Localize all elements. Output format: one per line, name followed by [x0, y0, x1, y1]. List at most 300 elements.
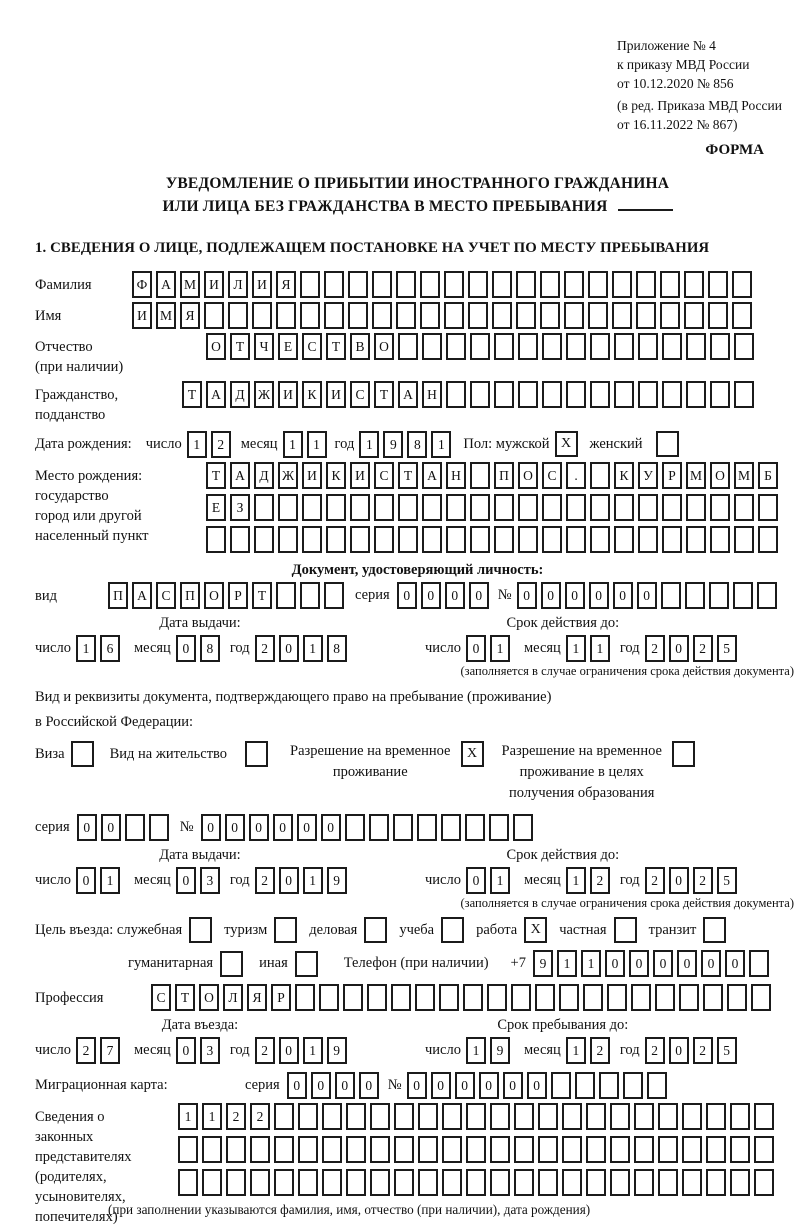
char-cell[interactable]: [415, 984, 435, 1011]
char-cell[interactable]: 1: [303, 867, 323, 894]
char-cell[interactable]: [730, 1136, 750, 1163]
char-cell[interactable]: 0: [445, 582, 465, 609]
char-cell[interactable]: [394, 1103, 414, 1130]
char-cell[interactable]: 8: [327, 635, 347, 662]
char-cell[interactable]: 2: [76, 1037, 96, 1064]
char-cell[interactable]: 7: [100, 1037, 120, 1064]
char-cell[interactable]: [732, 271, 752, 298]
char-cell[interactable]: Т: [326, 333, 346, 360]
char-cell[interactable]: [754, 1103, 774, 1130]
char-cell[interactable]: [516, 302, 536, 329]
char-cell[interactable]: И: [278, 381, 298, 408]
char-cell[interactable]: [490, 1103, 510, 1130]
char-cell[interactable]: [391, 984, 411, 1011]
char-cell[interactable]: 2: [693, 1037, 713, 1064]
char-cell[interactable]: 0: [605, 950, 625, 977]
char-cell[interactable]: [751, 984, 771, 1011]
char-cell[interactable]: С: [374, 462, 394, 489]
char-cell[interactable]: К: [326, 462, 346, 489]
char-cell[interactable]: [535, 984, 555, 1011]
char-cell[interactable]: [686, 333, 706, 360]
char-cell[interactable]: [345, 814, 365, 841]
char-cell[interactable]: 1: [303, 1037, 323, 1064]
char-cell[interactable]: В: [350, 333, 370, 360]
residence-permit-checkbox[interactable]: [245, 741, 268, 767]
char-cell[interactable]: [230, 526, 250, 553]
char-cell[interactable]: 9: [490, 1037, 510, 1064]
char-cell[interactable]: [420, 271, 440, 298]
char-cell[interactable]: И: [204, 271, 224, 298]
char-cell[interactable]: [300, 271, 320, 298]
char-cell[interactable]: 0: [701, 950, 721, 977]
char-cell[interactable]: [226, 1169, 246, 1196]
char-cell[interactable]: 9: [383, 431, 403, 458]
temp-residence-edu-checkbox[interactable]: [672, 741, 695, 767]
char-cell[interactable]: 2: [693, 867, 713, 894]
char-cell[interactable]: [564, 271, 584, 298]
char-cell[interactable]: 1: [557, 950, 577, 977]
char-cell[interactable]: 2: [255, 1037, 275, 1064]
char-cell[interactable]: 2: [693, 635, 713, 662]
char-cell[interactable]: 0: [176, 1037, 196, 1064]
char-cell[interactable]: И: [302, 462, 322, 489]
char-cell[interactable]: О: [374, 333, 394, 360]
char-cell[interactable]: [322, 1169, 342, 1196]
char-cell[interactable]: 1: [100, 867, 120, 894]
char-cell[interactable]: [278, 526, 298, 553]
char-cell[interactable]: [636, 302, 656, 329]
char-cell[interactable]: 2: [255, 867, 275, 894]
char-cell[interactable]: 0: [421, 582, 441, 609]
char-cell[interactable]: [710, 494, 730, 521]
char-cell[interactable]: [655, 984, 675, 1011]
char-cell[interactable]: [250, 1169, 270, 1196]
char-cell[interactable]: [658, 1136, 678, 1163]
char-cell[interactable]: [590, 381, 610, 408]
char-cell[interactable]: Р: [271, 984, 291, 1011]
char-cell[interactable]: 0: [335, 1072, 355, 1099]
char-cell[interactable]: 0: [653, 950, 673, 977]
char-cell[interactable]: [394, 1169, 414, 1196]
char-cell[interactable]: 1: [359, 431, 379, 458]
char-cell[interactable]: Б: [758, 462, 778, 489]
char-cell[interactable]: 0: [503, 1072, 523, 1099]
char-cell[interactable]: [367, 984, 387, 1011]
char-cell[interactable]: [682, 1103, 702, 1130]
char-cell[interactable]: [514, 1169, 534, 1196]
char-cell[interactable]: 1: [566, 867, 586, 894]
char-cell[interactable]: [562, 1103, 582, 1130]
char-cell[interactable]: [734, 333, 754, 360]
char-cell[interactable]: [202, 1136, 222, 1163]
char-cell[interactable]: [442, 1103, 462, 1130]
char-cell[interactable]: [708, 271, 728, 298]
char-cell[interactable]: А: [422, 462, 442, 489]
char-cell[interactable]: [470, 333, 490, 360]
char-cell[interactable]: [444, 302, 464, 329]
char-cell[interactable]: 8: [200, 635, 220, 662]
char-cell[interactable]: [566, 333, 586, 360]
char-cell[interactable]: [394, 1136, 414, 1163]
char-cell[interactable]: Р: [228, 582, 248, 609]
char-cell[interactable]: [514, 1136, 534, 1163]
char-cell[interactable]: [566, 494, 586, 521]
char-cell[interactable]: [566, 526, 586, 553]
char-cell[interactable]: [758, 526, 778, 553]
char-cell[interactable]: 1: [76, 635, 96, 662]
sex-male-checkbox[interactable]: X: [555, 431, 578, 457]
char-cell[interactable]: [706, 1169, 726, 1196]
char-cell[interactable]: [551, 1072, 571, 1099]
char-cell[interactable]: 0: [565, 582, 585, 609]
char-cell[interactable]: 0: [321, 814, 341, 841]
char-cell[interactable]: [418, 1169, 438, 1196]
char-cell[interactable]: [730, 1169, 750, 1196]
char-cell[interactable]: [300, 582, 320, 609]
char-cell[interactable]: У: [638, 462, 658, 489]
char-cell[interactable]: Ф: [132, 271, 152, 298]
char-cell[interactable]: 9: [327, 1037, 347, 1064]
char-cell[interactable]: 0: [669, 867, 689, 894]
char-cell[interactable]: О: [518, 462, 538, 489]
char-cell[interactable]: [623, 1072, 643, 1099]
char-cell[interactable]: [703, 984, 723, 1011]
char-cell[interactable]: [372, 271, 392, 298]
char-cell[interactable]: [733, 582, 753, 609]
char-cell[interactable]: [398, 526, 418, 553]
char-cell[interactable]: М: [156, 302, 176, 329]
char-cell[interactable]: [466, 1103, 486, 1130]
char-cell[interactable]: [514, 1103, 534, 1130]
char-cell[interactable]: [590, 494, 610, 521]
char-cell[interactable]: Д: [230, 381, 250, 408]
char-cell[interactable]: 0: [279, 1037, 299, 1064]
char-cell[interactable]: [706, 1136, 726, 1163]
char-cell[interactable]: 2: [590, 1037, 610, 1064]
char-cell[interactable]: О: [710, 462, 730, 489]
char-cell[interactable]: [634, 1169, 654, 1196]
char-cell[interactable]: [638, 526, 658, 553]
char-cell[interactable]: [374, 526, 394, 553]
char-cell[interactable]: [511, 984, 531, 1011]
char-cell[interactable]: 0: [527, 1072, 547, 1099]
char-cell[interactable]: [662, 526, 682, 553]
char-cell[interactable]: [662, 381, 682, 408]
char-cell[interactable]: [204, 302, 224, 329]
char-cell[interactable]: 1: [202, 1103, 222, 1130]
char-cell[interactable]: [540, 302, 560, 329]
char-cell[interactable]: [754, 1169, 774, 1196]
char-cell[interactable]: [274, 1136, 294, 1163]
char-cell[interactable]: [662, 333, 682, 360]
char-cell[interactable]: [470, 462, 490, 489]
char-cell[interactable]: [494, 526, 514, 553]
char-cell[interactable]: 6: [100, 635, 120, 662]
char-cell[interactable]: [538, 1169, 558, 1196]
char-cell[interactable]: [734, 381, 754, 408]
char-cell[interactable]: 2: [590, 867, 610, 894]
char-cell[interactable]: [439, 984, 459, 1011]
temp-residence-checkbox[interactable]: X: [461, 741, 484, 767]
char-cell[interactable]: [634, 1136, 654, 1163]
char-cell[interactable]: [612, 271, 632, 298]
char-cell[interactable]: [758, 494, 778, 521]
char-cell[interactable]: [348, 271, 368, 298]
char-cell[interactable]: [463, 984, 483, 1011]
char-cell[interactable]: [302, 526, 322, 553]
char-cell[interactable]: [586, 1136, 606, 1163]
char-cell[interactable]: [326, 526, 346, 553]
char-cell[interactable]: 1: [490, 867, 510, 894]
char-cell[interactable]: [490, 1136, 510, 1163]
char-cell[interactable]: 0: [101, 814, 121, 841]
char-cell[interactable]: [470, 526, 490, 553]
char-cell[interactable]: [590, 526, 610, 553]
char-cell[interactable]: [710, 333, 730, 360]
char-cell[interactable]: [466, 1169, 486, 1196]
char-cell[interactable]: [393, 814, 413, 841]
char-cell[interactable]: [324, 271, 344, 298]
char-cell[interactable]: [542, 526, 562, 553]
char-cell[interactable]: 0: [176, 635, 196, 662]
char-cell[interactable]: [125, 814, 145, 841]
char-cell[interactable]: Я: [247, 984, 267, 1011]
char-cell[interactable]: Я: [276, 271, 296, 298]
char-cell[interactable]: [682, 1136, 702, 1163]
char-cell[interactable]: [710, 381, 730, 408]
char-cell[interactable]: [679, 984, 699, 1011]
char-cell[interactable]: [346, 1103, 366, 1130]
char-cell[interactable]: [298, 1169, 318, 1196]
char-cell[interactable]: [647, 1072, 667, 1099]
char-cell[interactable]: 0: [479, 1072, 499, 1099]
char-cell[interactable]: 1: [490, 635, 510, 662]
char-cell[interactable]: [757, 582, 777, 609]
char-cell[interactable]: [634, 1103, 654, 1130]
char-cell[interactable]: [540, 271, 560, 298]
char-cell[interactable]: [538, 1136, 558, 1163]
char-cell[interactable]: А: [230, 462, 250, 489]
char-cell[interactable]: [252, 302, 272, 329]
char-cell[interactable]: 2: [226, 1103, 246, 1130]
char-cell[interactable]: 0: [469, 582, 489, 609]
char-cell[interactable]: [343, 984, 363, 1011]
purpose-humanitarian-checkbox[interactable]: [220, 951, 243, 977]
char-cell[interactable]: [149, 814, 169, 841]
char-cell[interactable]: [662, 494, 682, 521]
char-cell[interactable]: 0: [629, 950, 649, 977]
visa-checkbox[interactable]: [71, 741, 94, 767]
char-cell[interactable]: 0: [466, 635, 486, 662]
char-cell[interactable]: П: [108, 582, 128, 609]
char-cell[interactable]: [614, 494, 634, 521]
char-cell[interactable]: [442, 1136, 462, 1163]
char-cell[interactable]: [516, 271, 536, 298]
char-cell[interactable]: [732, 302, 752, 329]
char-cell[interactable]: [466, 1136, 486, 1163]
char-cell[interactable]: Л: [223, 984, 243, 1011]
char-cell[interactable]: [614, 381, 634, 408]
char-cell[interactable]: 1: [303, 635, 323, 662]
char-cell[interactable]: [575, 1072, 595, 1099]
char-cell[interactable]: [226, 1136, 246, 1163]
char-cell[interactable]: 1: [431, 431, 451, 458]
char-cell[interactable]: .: [566, 462, 586, 489]
char-cell[interactable]: 1: [566, 635, 586, 662]
char-cell[interactable]: [295, 984, 315, 1011]
char-cell[interactable]: [610, 1103, 630, 1130]
char-cell[interactable]: [398, 333, 418, 360]
char-cell[interactable]: [492, 302, 512, 329]
char-cell[interactable]: 8: [407, 431, 427, 458]
char-cell[interactable]: [754, 1136, 774, 1163]
char-cell[interactable]: [396, 302, 416, 329]
char-cell[interactable]: Р: [662, 462, 682, 489]
char-cell[interactable]: [370, 1136, 390, 1163]
char-cell[interactable]: [685, 582, 705, 609]
char-cell[interactable]: [494, 333, 514, 360]
char-cell[interactable]: 0: [589, 582, 609, 609]
char-cell[interactable]: 0: [249, 814, 269, 841]
char-cell[interactable]: [228, 302, 248, 329]
char-cell[interactable]: [734, 494, 754, 521]
char-cell[interactable]: [658, 1169, 678, 1196]
char-cell[interactable]: 2: [645, 1037, 665, 1064]
char-cell[interactable]: [370, 1169, 390, 1196]
char-cell[interactable]: [686, 381, 706, 408]
char-cell[interactable]: [660, 271, 680, 298]
char-cell[interactable]: [369, 814, 389, 841]
char-cell[interactable]: [590, 462, 610, 489]
char-cell[interactable]: [276, 302, 296, 329]
char-cell[interactable]: 0: [541, 582, 561, 609]
char-cell[interactable]: [396, 271, 416, 298]
char-cell[interactable]: 2: [250, 1103, 270, 1130]
char-cell[interactable]: С: [151, 984, 171, 1011]
char-cell[interactable]: 5: [717, 635, 737, 662]
char-cell[interactable]: О: [199, 984, 219, 1011]
char-cell[interactable]: 0: [669, 1037, 689, 1064]
char-cell[interactable]: [492, 271, 512, 298]
char-cell[interactable]: [350, 494, 370, 521]
char-cell[interactable]: 1: [466, 1037, 486, 1064]
char-cell[interactable]: [538, 1103, 558, 1130]
char-cell[interactable]: 2: [211, 431, 231, 458]
char-cell[interactable]: 1: [566, 1037, 586, 1064]
char-cell[interactable]: 3: [200, 1037, 220, 1064]
char-cell[interactable]: [686, 526, 706, 553]
char-cell[interactable]: 0: [677, 950, 697, 977]
char-cell[interactable]: 0: [311, 1072, 331, 1099]
purpose-official-checkbox[interactable]: [189, 917, 212, 943]
char-cell[interactable]: А: [156, 271, 176, 298]
char-cell[interactable]: 0: [76, 867, 96, 894]
char-cell[interactable]: 2: [645, 635, 665, 662]
char-cell[interactable]: [638, 381, 658, 408]
purpose-work-checkbox[interactable]: X: [524, 917, 547, 943]
char-cell[interactable]: [727, 984, 747, 1011]
char-cell[interactable]: Д: [254, 462, 274, 489]
char-cell[interactable]: 2: [255, 635, 275, 662]
char-cell[interactable]: [599, 1072, 619, 1099]
char-cell[interactable]: 0: [201, 814, 221, 841]
char-cell[interactable]: [276, 582, 296, 609]
char-cell[interactable]: [513, 814, 533, 841]
char-cell[interactable]: И: [132, 302, 152, 329]
char-cell[interactable]: Е: [278, 333, 298, 360]
char-cell[interactable]: Т: [374, 381, 394, 408]
char-cell[interactable]: Ж: [278, 462, 298, 489]
char-cell[interactable]: 0: [176, 867, 196, 894]
char-cell[interactable]: 0: [517, 582, 537, 609]
char-cell[interactable]: [490, 1169, 510, 1196]
char-cell[interactable]: [446, 494, 466, 521]
char-cell[interactable]: 0: [637, 582, 657, 609]
char-cell[interactable]: [422, 526, 442, 553]
char-cell[interactable]: [518, 381, 538, 408]
char-cell[interactable]: 1: [581, 950, 601, 977]
char-cell[interactable]: [348, 302, 368, 329]
char-cell[interactable]: [518, 494, 538, 521]
char-cell[interactable]: [418, 1136, 438, 1163]
char-cell[interactable]: М: [180, 271, 200, 298]
char-cell[interactable]: [734, 526, 754, 553]
char-cell[interactable]: [254, 494, 274, 521]
char-cell[interactable]: Т: [175, 984, 195, 1011]
char-cell[interactable]: [542, 333, 562, 360]
char-cell[interactable]: [684, 271, 704, 298]
char-cell[interactable]: [542, 494, 562, 521]
char-cell[interactable]: Н: [422, 381, 442, 408]
char-cell[interactable]: [278, 494, 298, 521]
char-cell[interactable]: [564, 302, 584, 329]
char-cell[interactable]: 0: [613, 582, 633, 609]
char-cell[interactable]: [178, 1169, 198, 1196]
char-cell[interactable]: Е: [206, 494, 226, 521]
char-cell[interactable]: 1: [187, 431, 207, 458]
purpose-study-checkbox[interactable]: [441, 917, 464, 943]
char-cell[interactable]: 0: [725, 950, 745, 977]
char-cell[interactable]: [610, 1169, 630, 1196]
char-cell[interactable]: Ж: [254, 381, 274, 408]
char-cell[interactable]: Т: [206, 462, 226, 489]
char-cell[interactable]: 3: [200, 867, 220, 894]
char-cell[interactable]: [468, 271, 488, 298]
char-cell[interactable]: [583, 984, 603, 1011]
char-cell[interactable]: [298, 1136, 318, 1163]
char-cell[interactable]: [586, 1169, 606, 1196]
char-cell[interactable]: [706, 1103, 726, 1130]
char-cell[interactable]: [441, 814, 461, 841]
char-cell[interactable]: 0: [455, 1072, 475, 1099]
char-cell[interactable]: [614, 333, 634, 360]
char-cell[interactable]: 0: [431, 1072, 451, 1099]
char-cell[interactable]: [346, 1169, 366, 1196]
char-cell[interactable]: [658, 1103, 678, 1130]
char-cell[interactable]: [326, 494, 346, 521]
char-cell[interactable]: О: [204, 582, 224, 609]
char-cell[interactable]: С: [302, 333, 322, 360]
char-cell[interactable]: [494, 494, 514, 521]
char-cell[interactable]: 0: [279, 867, 299, 894]
char-cell[interactable]: С: [350, 381, 370, 408]
purpose-business-checkbox[interactable]: [364, 917, 387, 943]
char-cell[interactable]: 0: [279, 635, 299, 662]
char-cell[interactable]: [590, 333, 610, 360]
char-cell[interactable]: 5: [717, 867, 737, 894]
char-cell[interactable]: О: [206, 333, 226, 360]
char-cell[interactable]: [686, 494, 706, 521]
